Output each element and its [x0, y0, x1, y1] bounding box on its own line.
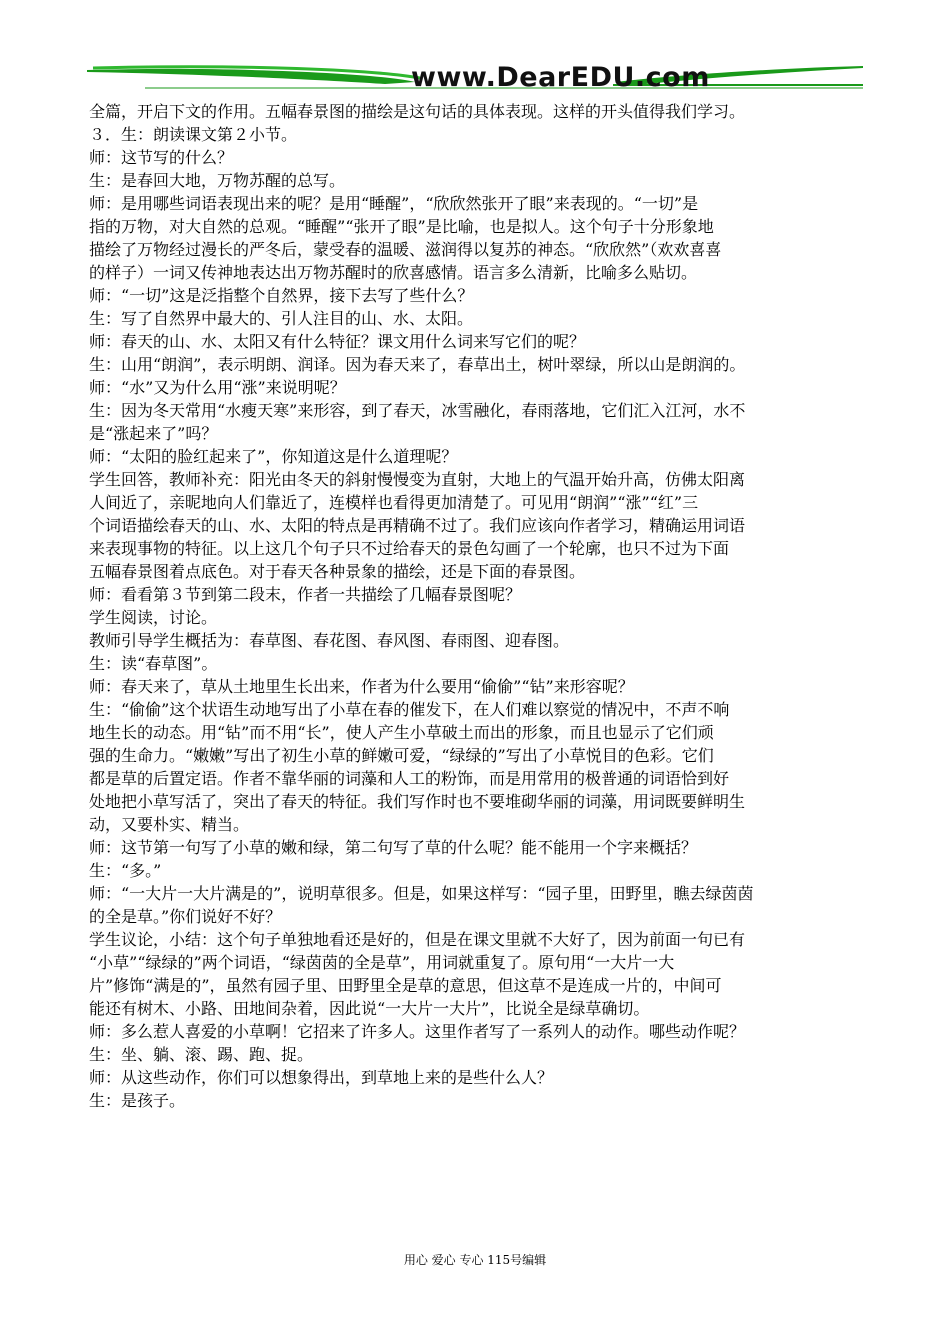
text-line: 地生长的动态。用“钻”而不用“长”，使人产生小草破土而出的形象，而且也显示了它们顽: [89, 723, 714, 742]
text-line: 师：“一切”这是泛指整个自然界，接下去写了些什么？: [89, 286, 474, 305]
text-line: 生：读“春草图”。: [89, 654, 218, 673]
text-line: 能还有树木、小路、田地间杂着，因此说“一大片一大片”，比说全是绿草确切。: [89, 999, 650, 1018]
text-line: 片”修饰“满是的”，虽然有园子里、田野里全是草的意思，但这草不是连成一片的，中间可: [89, 976, 722, 995]
site-header: [85, 58, 865, 98]
text-line: 学生阅读，讨论。: [89, 608, 218, 627]
text-line: 学生议论，小结：这个句子单独地看还是好的，但是在课文里就不大好了，因为前面一句已有: [89, 930, 746, 949]
text-line: 师：春天的山、水、太阳又有什么特征？课文用什么词来写它们的呢？: [89, 332, 586, 351]
text-line: 人间近了，亲昵地向人们靠近了，连模样也看得更加清楚了。可见用“朗润”“涨”“红”三: [89, 493, 699, 512]
text-line: 五幅春景图着点底色。对于春天各种景象的描绘，还是下面的春景图。: [89, 562, 586, 581]
text-line: 指的万物，对大自然的总观。“睡醒”“张开了眼”是比喻，也是拟人。这个句子十分形象地: [89, 217, 714, 236]
text-line: 生：“多。”: [89, 861, 162, 880]
text-line: 生：坐、躺、滚、踢、跑、捉。: [89, 1045, 314, 1064]
text-line: 师：这节写的什么？: [89, 148, 234, 167]
text-line: 师：多么惹人喜爱的小草啊！它招来了许多人。这里作者写了一系列人的动作。哪些动作呢？: [89, 1022, 746, 1041]
text-line: 的样子）一词又传神地表达出万物苏醒时的欣喜感情。语言多么清新，比喻多么贴切。: [89, 263, 698, 282]
text-line: 师：这节第一句写了小草的嫩和绿，第二句写了草的什么呢？能不能用一个字来概括？: [89, 838, 698, 857]
page-footer: 用心 爱心 专心 115号编辑: [403, 1253, 547, 1267]
text-line: 师：看看第３节到第二段末，作者一共描绘了几幅春景图呢？: [89, 585, 522, 604]
text-line: 师：“水”又为什么用“涨”来说明呢？: [89, 378, 346, 397]
text-line: 处地把小草写活了，突出了春天的特征。我们写作时也不要堆砌华丽的词藻，用词既要鲜明生: [89, 792, 746, 811]
text-line: 生：因为冬天常用“水瘦天寒”来形容，到了春天，冰雪融化，春雨落地，它们汇入江河，水不: [89, 401, 746, 420]
text-line: 的全是草。”你们说好不好？: [89, 907, 282, 926]
document-body: [89, 100, 865, 1112]
text-line: 动，又要朴实、精当。: [89, 815, 250, 834]
text-line: 学生回答，教师补充：阳光由冬天的斜射慢慢变为直射，大地上的气温开始升高，仿佛太阳离: [89, 470, 746, 489]
text-line: “小草”“绿绿的”两个词语，“绿茵茵的全是草”，用词就重复了。原句用“一大片一大: [89, 953, 675, 972]
text-line: 全篇，开启下文的作用。五幅春景图的描绘是这句话的具体表现。这样的开头值得我们学习。: [89, 102, 746, 121]
text-line: 生：山用“朗润”，表示明朗、润译。因为春天来了，春草出土，树叶翠绿，所以山是朗润的。: [89, 355, 746, 374]
text-line: 生：“偷偷”这个状语生动地写出了小草在春的催发下，在人们难以察觉的情况中，不声不响: [89, 700, 730, 719]
text-line: 描绘了万物经过漫长的严冬后，蒙受春的温暖、滋润得以复苏的神态。“欣欣然”（欢欢喜喜: [89, 240, 722, 259]
text-line: 来表现事物的特征。以上这几个句子只不过给春天的景色勾画了一个轮廓，也只不过为下面: [89, 539, 730, 558]
text-line: 强的生命力。“嫩嫩”写出了初生小草的鲜嫩可爱，“绿绿的”写出了小草悦目的色彩。它们: [89, 746, 714, 765]
text-line: 师：从这些动作，你们可以想象得出，到草地上来的是些什么人？: [89, 1068, 554, 1087]
text-line: 生：写了自然界中最大的、引人注目的山、水、太阳。: [89, 309, 474, 328]
text-line: 师：“一大片一大片满是的”，说明草很多。但是，如果这样写：“园子里，田野里，瞧去绿茵茵: [89, 884, 754, 903]
text-line: 个词语描绘春天的山、水、太阳的特点是再精确不过了。我们应该向作者学习，精确运用词语: [89, 516, 746, 535]
text-line: 生：是春回大地，万物苏醒的总写。: [89, 171, 346, 190]
text-line: 教师引导学生概括为：春草图、春花图、春风图、春雨图、迎春图。: [89, 631, 570, 650]
text-line: ３．生：朗读课文第２小节。: [89, 125, 298, 144]
text-line: 是“涨起来了”吗？: [89, 424, 218, 443]
text-line: 都是草的后置定语。作者不靠华丽的词藻和人工的粉饰，而是用常用的极普通的词语恰到好: [89, 769, 730, 788]
text-line: 师：是用哪些词语表现出来的呢？是用“睡醒”，“欣欣然张开了眼”来表现的。“一切”是: [89, 194, 699, 213]
text-line: 师：“太阳的脸红起来了”，你知道这是什么道理呢？: [89, 447, 458, 466]
site-logo: www.DearEDU.com: [411, 62, 710, 93]
text-line: 师：春天来了，草从土地里生长出来，作者为什么要用“偷偷”“钻”来形容呢？: [89, 677, 634, 696]
text-line: 生：是孩子。: [89, 1091, 186, 1110]
